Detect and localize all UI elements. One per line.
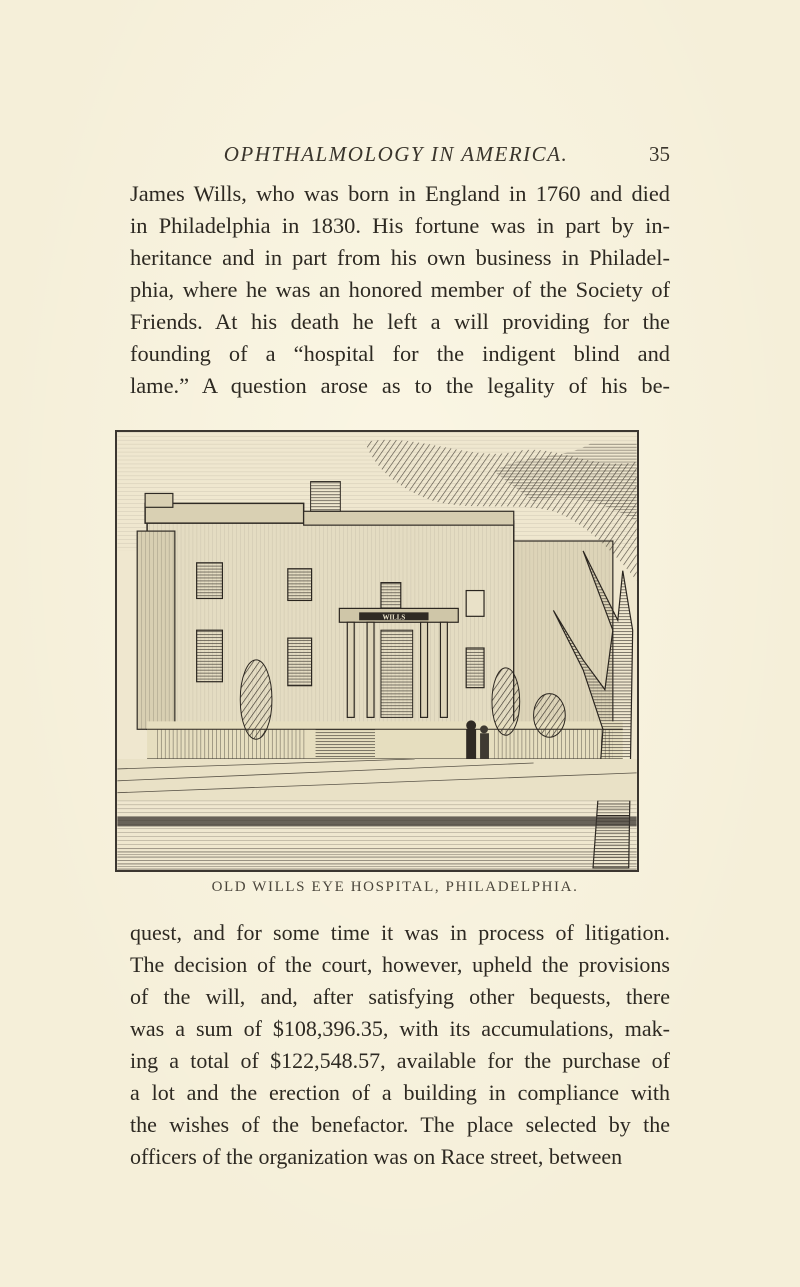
hospital-engraving xyxy=(115,430,639,872)
engraving-illustration xyxy=(117,432,637,870)
text-line: founding of a “hospital for the indigent blind and xyxy=(130,341,670,366)
paragraph-top xyxy=(130,178,670,402)
text-line: in Philadelphia in 1830. His fortune was in part by in- xyxy=(130,213,670,238)
paragraph-bottom xyxy=(130,917,670,1173)
figure-caption: OLD WILLS EYE HOSPITAL, PHILADELPHIA. xyxy=(211,879,579,895)
text-line: officers of the organization was on Race street, between xyxy=(130,1144,623,1169)
text-line: ing a total of $122,548.57, available for the purchase of xyxy=(130,1048,670,1073)
text-line: phia, where he was an honored member of the Society of xyxy=(130,277,670,302)
text-line: quest, and for some time it was in process of litigation. xyxy=(130,920,670,945)
text-line: the wishes of the benefactor. The place selected by the xyxy=(130,1112,670,1137)
text-line: lame.” A question arose as to the legality of his be- xyxy=(130,373,670,398)
running-head xyxy=(130,142,670,174)
text-line: James Wills, who was born in England in 1760 and died xyxy=(130,181,670,206)
text-line: heritance and in part from his own business in Philadel- xyxy=(130,245,670,270)
running-head-title: OPHTHALMOLOGY IN AMERICA. xyxy=(223,142,569,166)
text-line: Friends. At his death he left a will providing for the xyxy=(130,309,670,334)
page-number: 35 xyxy=(649,142,670,166)
portico-sign: WILLS xyxy=(382,614,406,622)
text-line: of the will, and, after satisfying other bequests, there xyxy=(130,984,670,1009)
text-line: was a sum of $108,396.35, with its accumulations, mak- xyxy=(130,1016,670,1041)
text-line: a lot and the erection of a building in compliance with xyxy=(130,1080,670,1105)
text-line: The decision of the court, however, upheld the provisions xyxy=(130,952,670,977)
